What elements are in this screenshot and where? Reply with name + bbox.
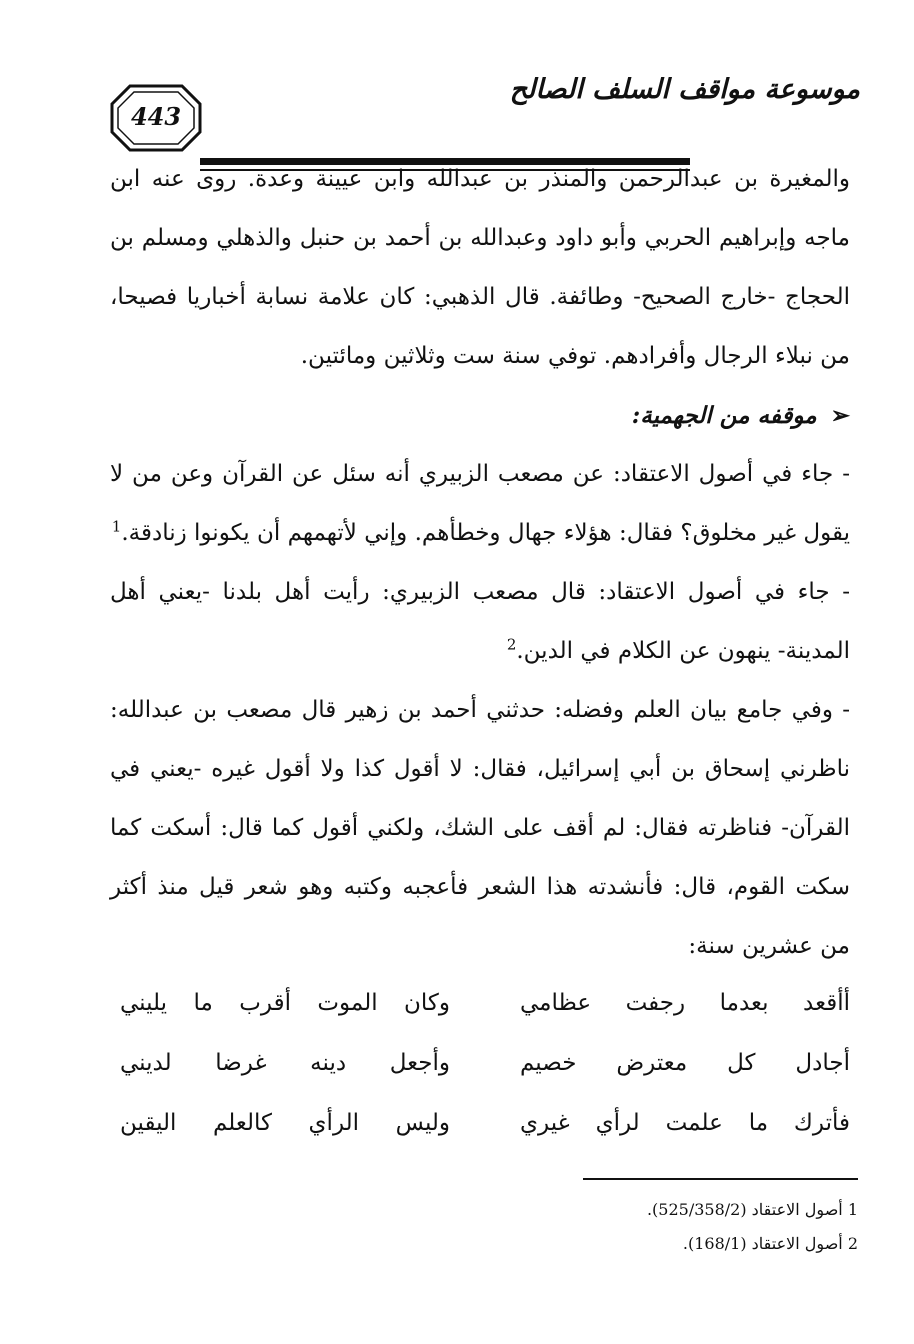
- verse-second-hemistich: وليس الرأي كالعلم اليقين: [120, 1110, 450, 1136]
- book-title: موسوعة مواقف السلف الصالح: [509, 74, 860, 105]
- verse-first-hemistich: أأقعد بعدما رجفت عظامي: [520, 990, 850, 1016]
- arrow-bullet-icon: ➢: [830, 402, 850, 429]
- footnote-divider: [583, 1178, 858, 1180]
- biography-paragraph: والمغيرة بن عبدالرحمن والمنذر بن عبدالله وابن عيينة وعدة. روى عنه ابن ماجه وإبراهيم الحربي وأبو داود وعبدالله بن أحمد بن حنبل والذهلي ومسلم بن الحجاج -خارج الصحيح- وطائفة. قال الذهبي: كان علامة نسابة أخباريا فصيحا، من نبلاء الرجال وأفرادهم. توفي سنة ست وثلاثين ومائتين.: [110, 166, 850, 369]
- verse-first-hemistich: أجادل كل معترض خصيم: [520, 1050, 850, 1076]
- page-number-badge: [110, 84, 202, 152]
- quote-item: [110, 681, 850, 976]
- section-heading: [110, 386, 850, 445]
- footnote-text: أصول الاعتقاد (168/1).: [682, 1234, 843, 1253]
- section-heading-text: موقفه من الجهمية:: [631, 402, 817, 429]
- quote-item: [110, 445, 850, 563]
- verse-second-hemistich: وكان الموت أقرب ما يليني: [120, 990, 450, 1016]
- quote-item-text: - وفي جامع بيان العلم وفضله: حدثني أحمد بن زهير قال مصعب بن عبدالله: ناظرني إسحاق بن أبي إسرائيل، فقال: لا أقول كذا ولا أقول غيره -يعني في القرآن- فناظرته فقال: لم أقف على الشك، ولكني أقول كما قال: أسكت كما سكت القوم، قال: فأنشدته هذا الشعر فأعجبه وكتبه وهو شعر قيل منذ أكثر من عشرين سنة:: [110, 697, 850, 959]
- quote-item: [110, 563, 850, 681]
- footnote-number: 2: [847, 1234, 858, 1253]
- footnote-number: 1: [847, 1200, 858, 1219]
- poem-verse: [120, 990, 850, 1050]
- quote-item-text: - جاء في أصول الاعتقاد: عن مصعب الزبيري أنه سئل عن القرآن وعن من لا يقول غير مخلوق؟ فقال: هؤلاء جهال وخطأهم. وإني لأتهمهم أن يكونوا زنادقة.: [110, 461, 850, 546]
- poem-verse: [120, 1110, 850, 1170]
- poem: [120, 990, 850, 1170]
- verse-first-hemistich: فأترك ما علمت لرأي غيري: [520, 1110, 850, 1136]
- footnote: [460, 1227, 858, 1261]
- verse-second-hemistich: وأجعل دينه غرضا لديني: [120, 1050, 450, 1076]
- footnote: [460, 1193, 858, 1227]
- page-header: [100, 64, 860, 154]
- footnote-ref[interactable]: 1: [111, 517, 122, 536]
- footnote-ref[interactable]: 2: [506, 635, 517, 654]
- quote-item-text: - جاء في أصول الاعتقاد: قال مصعب الزبيري: رأيت أهل بلدنا -يعني أهل المدينة- ينهون عن الكلام في الدين.: [110, 579, 850, 664]
- main-text: [110, 150, 850, 976]
- page-number: 443: [130, 102, 182, 131]
- footnote-text: أصول الاعتقاد (525/358/2).: [646, 1200, 843, 1219]
- poem-verse: [120, 1050, 850, 1110]
- footnotes: [460, 1193, 858, 1261]
